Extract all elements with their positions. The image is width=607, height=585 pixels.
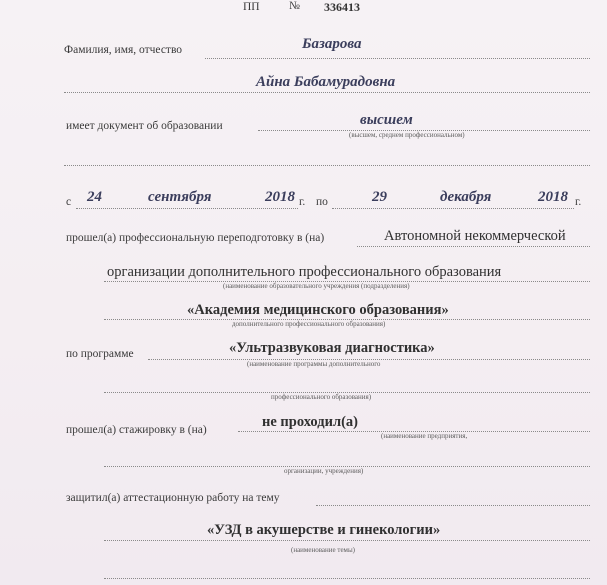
period-to-month: декабря	[440, 189, 492, 205]
education-hint: (высшем, среднем профессиональном)	[349, 131, 465, 139]
thesis-underline-2	[104, 540, 590, 541]
period-to-prefix: по	[316, 196, 328, 208]
retraining-org-line2: организации дополнительного профессионального образования	[107, 264, 502, 280]
program-label: по программе	[66, 348, 134, 360]
internship-label: прошел(а) стажировку в (на)	[66, 424, 207, 436]
period-from-month: сентября	[148, 189, 212, 205]
period-from-underline	[76, 208, 298, 209]
number-sign: №	[289, 0, 300, 12]
thesis-label: защитил(а) аттестационную работу на тему	[66, 492, 280, 504]
document-number: 336413	[324, 0, 360, 14]
internship-hint-1: (наименование предприятия,	[381, 432, 468, 440]
retraining-underline	[357, 246, 590, 247]
period-from-year: 2018	[265, 189, 295, 205]
thesis-underline-3	[104, 578, 590, 579]
program-hint-1: (наименование программы дополнительного	[247, 360, 381, 368]
internship-value: не проходил(а)	[262, 414, 358, 430]
fio-underline-2	[64, 92, 590, 93]
education-label: имеет документ об образовании	[66, 120, 223, 132]
fio-label: Фамилия, имя, отчество	[64, 44, 183, 56]
retraining-org-hint: (наименование образовательного учреждения (подразделения)	[223, 282, 410, 290]
retraining-org-line1: Автономной некоммерческой	[384, 228, 566, 244]
program-value: «Ультразвуковая диагностика»	[229, 340, 435, 356]
series-label: ПП	[243, 1, 260, 13]
period-year-suffix-2: г.	[575, 196, 582, 208]
fio-underline	[205, 58, 590, 59]
thesis-underline	[316, 505, 590, 506]
retraining-label: прошел(а) профессиональную переподготовку в (на)	[66, 232, 325, 244]
period-to-underline	[332, 208, 574, 209]
retraining-org-name-hint: дополнительного профессионального образования)	[232, 320, 386, 328]
retraining-org-name: «Академия медицинского образования»	[187, 302, 449, 318]
education-underline-2	[64, 165, 590, 166]
thesis-hint: (наименование темы)	[291, 546, 356, 554]
period-from-prefix: с	[66, 196, 72, 208]
surname-value: Базарова	[302, 36, 362, 52]
program-hint-2: профессионального образования)	[271, 393, 372, 401]
period-to-year: 2018	[538, 189, 568, 205]
education-level-value: высшем	[360, 112, 413, 128]
name-patronymic-value: Айна Бабамурадовна	[256, 74, 396, 90]
period-to-day: 29	[372, 189, 387, 205]
period-year-suffix-1: г.	[299, 196, 306, 208]
internship-hint-2: организации, учреждения)	[284, 467, 364, 475]
thesis-value: «УЗД в акушерстве и гинекологии»	[207, 522, 441, 538]
period-from-day: 24	[87, 189, 102, 205]
